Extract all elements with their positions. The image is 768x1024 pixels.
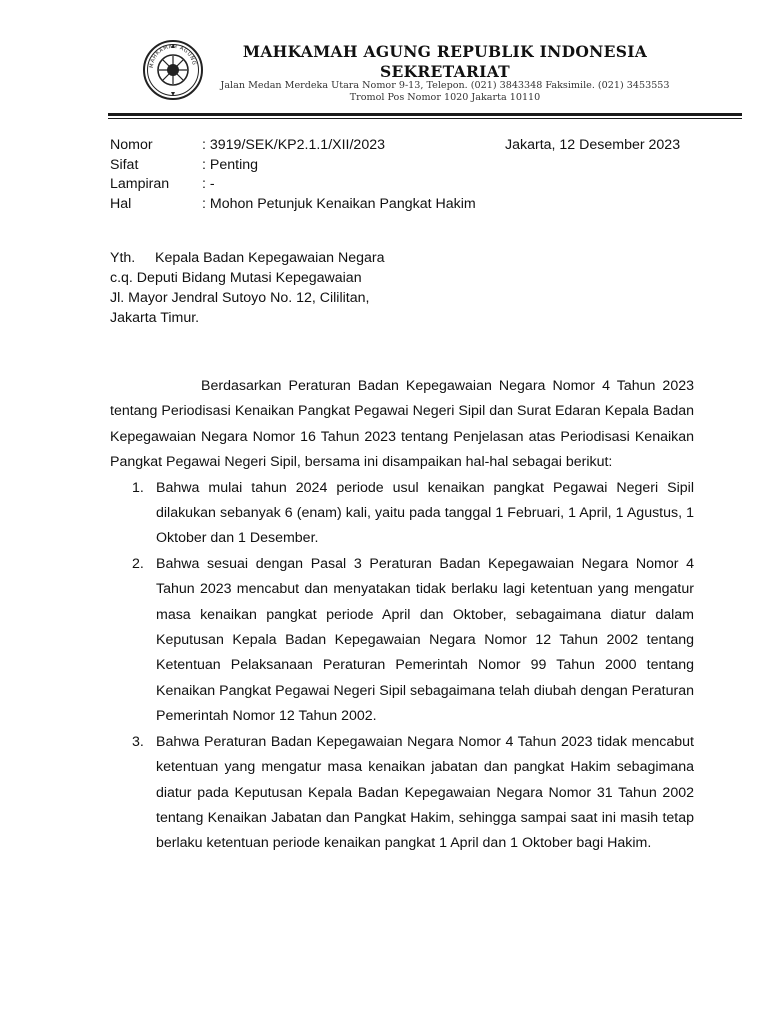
letterhead-divider-thick [108,113,742,116]
letter-date: Jakarta, 12 Desember 2023 [505,137,681,153]
meta-row-sifat [110,156,476,176]
list-item-number: 1. [132,479,144,496]
intro-paragraph: Berdasarkan Peraturan Badan Kepegawaian Negara Nomor 4 Tahun 2023 tentang Periodisasi Kenaikan Pangkat Pegawai Negeri Sipil dan Surat Edaran Kepala Badan Kepegawaian Negara Nomor 16 Tahun 2023 tentang Penjelasan atas Periodisasi Kenaikan Pangkat Pegawai Negeri Sipil, bersama ini disampaikan hal-hal sebagai berikut: [110,378,694,471]
recipient-first-line [110,248,385,268]
list-item-number: 3. [132,733,144,750]
pobox-line: Tromol Pos Nomor 1020 Jakarta 10110 [349,92,541,103]
meta-row-lampiran [110,175,476,195]
points-list [110,476,694,857]
recipient-block [110,248,385,328]
meta-row-hal [110,195,476,215]
meta-value: : Penting [202,156,259,173]
meta-value: : Mohon Petunjuk Kenaikan Pangkat Hakim [202,195,476,212]
meta-label: Hal [110,195,132,212]
meta-label: Lampiran [110,176,170,192]
meta-label: Nomor [110,137,153,153]
letter-body [110,374,694,857]
list-item [110,552,694,730]
recipient-line: Jakarta Timur. [110,310,200,326]
mahkamah-agung-seal-logo [140,30,206,110]
yth-label: Yth. [110,250,136,266]
institution-name: MAHKAMAH AGUNG REPUBLIK INDONESIA [242,42,648,61]
recipient-line: c.q. Deputi Bidang Mutasi Kepegawaian [110,270,362,286]
meta-value: : - [202,176,215,192]
letterhead-address [210,80,680,104]
recipient-line: Jl. Mayor Jendral Sutoyo No. 12, Cililitan, [110,290,370,306]
address-line: Jalan Medan Merdeka Utara Nomor 9-13, Telepon. (021) 3843348 Faksimile. (021) 3453553 [220,80,670,91]
meta-row-nomor [110,136,476,156]
list-item [110,730,694,857]
list-item-number: 2. [132,555,144,572]
letterhead-title [210,42,680,82]
letter-meta [110,136,476,214]
list-item-text: Bahwa Peraturan Badan Kepegawaian Negara Nomor 4 Tahun 2023 tidak mencabut ketentuan yang mengatur masa kenaikan jabatan dan pangkat Hakim sebagimana diatur pada Keputusan Kepala Badan Kepegawaian Negara Nomor 31 Tahun 2002 tentang Kenaikan Jabatan dan Pangkat Hakim, sehingga sampai saat ini masih tetap berlaku ketentuan periode kenaikan pangkat 1 April dan 1 Oktober bagi Hakim. [156,733,694,852]
recipient-line: Kepala Badan Kepegawaian Negara [155,250,385,266]
letterhead-divider-thin [108,118,742,119]
list-item-text: Bahwa mulai tahun 2024 periode usul kenaikan pangkat Pegawai Negeri Sipil dilakukan sebanyak 6 (enam) kali, yaitu pada tanggal 1 Februari, 1 April, 1 Agustus, 1 Oktober dan 1 Desember. [156,479,694,547]
list-item [110,476,694,552]
unit-name: SEKRETARIAT [379,62,511,81]
seal-text: MAHKAMAH AGUNG [148,43,197,69]
meta-value: : 3919/SEK/KP2.1.1/XII/2023 [202,137,385,153]
list-item-text: Bahwa sesuai dengan Pasal 3 Peraturan Badan Kepegawaian Negara Nomor 4 Tahun 2023 mencabut dan menyatakan tidak berlaku lagi ketentuan yang mengatur masa kenaikan pangkat periode April dan Oktober, sebagaimana diatur dalam Keputusan Kepala Badan Kepegawaian Negara Nomor 12 Tahun 2002 tentang Ketentuan Pelaksanaan Peraturan Pemerintah Nomor 99 Tahun 2000 tentang Kenaikan Pangkat Pegawai Negeri Sipil sebagaimana telah diubah dengan Peraturan Pemerintah Nomor 12 Tahun 2002. [156,555,694,725]
meta-label: Sifat [110,156,139,173]
